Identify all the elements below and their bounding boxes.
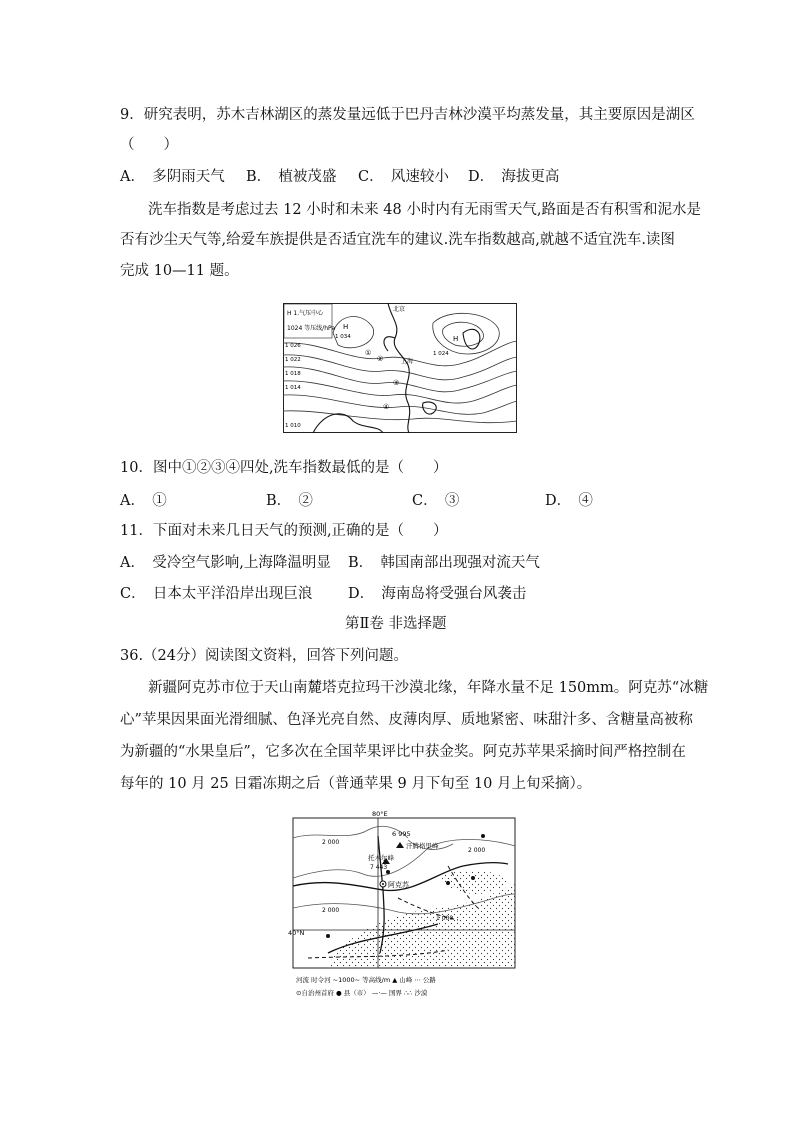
q9-option-c: C． 风速较小	[358, 169, 449, 185]
label-1014: 1 014	[285, 385, 301, 391]
q11-option-c: C． 日本太平洋沿岸出现巨浪	[120, 586, 313, 602]
q9-answer-paren: （ ）	[120, 137, 178, 153]
q10-option-d: D． ④	[545, 493, 593, 509]
label-shanghai: 上海	[401, 358, 414, 365]
q36-paragraph-line-3: 为新疆的“水果皇后”，它多次在全国苹果评比中获金奖。阿克苏苹果采摘时间严格控制在	[120, 744, 686, 760]
label-1018: 1 018	[285, 371, 301, 377]
q10-option-b: B． ②	[266, 493, 313, 509]
latitude-label: 40°N	[288, 929, 305, 937]
q10-option-c: C． ③	[412, 493, 460, 509]
label-1022: 1 022	[285, 357, 301, 363]
peak-elevation: 6 995	[392, 830, 411, 838]
q9-option-b: B． 植被茂盛	[246, 169, 337, 185]
q10-option-a: A． ①	[120, 493, 167, 509]
aksu-map	[288, 808, 520, 1000]
section-title: 第Ⅱ卷 非选择题	[345, 616, 447, 632]
q36-paragraph-line-4: 每年的 10 月 25 日霜冻期之后（普通苹果 9 月下旬至 10 月上旬采摘）。	[120, 776, 592, 792]
q36-paragraph-line-2: 心”苹果因果面光滑细腻、色泽光亮自然、皮薄肉厚、质地紧密、味甜汁多、含糖量高被称	[120, 712, 693, 728]
q36-stem: 36.（24分）阅读图文资料，回答下列问题。	[120, 648, 409, 664]
peak-name: 汗腾格里峰	[406, 842, 439, 850]
peak2-name: 托木尔峰	[368, 854, 394, 862]
q36-paragraph-line-1: 新疆阿克苏市位于天山南麓塔克拉玛干沙漠北缘，年降水量不足 150mm。阿克苏“冰糖	[148, 680, 709, 696]
marker-2: ②	[377, 355, 384, 363]
q9-option-d: D． 海拔更高	[468, 169, 560, 185]
contour-label-3: 2 000	[322, 907, 340, 914]
label-1034: 1 034	[335, 334, 351, 340]
isobar-map	[283, 303, 517, 433]
peak2-elevation: 7 443	[370, 864, 388, 871]
label-1026: 1 026	[285, 343, 301, 349]
marker-1: ①	[365, 349, 372, 357]
contour-label-4: 1 000	[436, 915, 454, 922]
marker-4: ④	[383, 403, 390, 411]
q11-option-d: D． 海南岛将受强台风袭击	[348, 586, 527, 602]
q11-stem: 11．下面对未来几日天气的预测,正确的是（ ）	[120, 523, 448, 539]
q9-option-a: A． 多阴雨天气	[120, 169, 225, 185]
q11-option-b: B． 韩国南部出现强对流天气	[348, 555, 540, 571]
q9-stem: 9．研究表明，苏木吉林湖区的蒸发量远低于巴丹吉林沙漠平均蒸发量，其主要原因是湖区	[120, 107, 695, 123]
intro-line-1: 洗车指数是考虑过去 12 小时和未来 48 小时内有无雨雪天气,路面是否有积雪和泥水是	[148, 202, 701, 218]
label-h-east: H	[453, 335, 459, 343]
intro-line-2: 否有沙尘天气等,给爱车族提供是否适宜洗车的建议.洗车指数越高,就越不适宜洗车.读图	[120, 232, 675, 248]
map-legend-line-1: 河流 时令河 ~1000~ 等高线/m ▲ 山峰 ⋯ 公路	[296, 976, 436, 984]
city-aksu: 阿克苏	[388, 881, 409, 889]
legend-pressure-center: H 1.气压中心	[287, 310, 324, 317]
marker-3: ③	[393, 379, 400, 387]
contour-label-1: 2 000	[322, 839, 340, 846]
label-1024: 1 024	[433, 351, 449, 357]
intro-line-3: 完成 10—11 题。	[120, 263, 239, 279]
contour-label-2: 2 000	[468, 847, 486, 854]
label-h-west: H	[343, 323, 349, 331]
map-legend-line-2: ⊙自治州首府 ● 县（市） —·— 国界 ∴∴ 沙漠	[296, 989, 428, 997]
label-1010: 1 010	[285, 423, 301, 429]
q11-option-a: A． 受冷空气影响,上海降温明显	[120, 555, 331, 571]
longitude-label: 80°E	[372, 810, 388, 818]
legend-isobar: 1024 等压线/hPa	[287, 325, 336, 332]
q10-stem: 10．图中①②③④四处,洗车指数最低的是（ ）	[120, 460, 448, 476]
label-beijing: 北京	[393, 306, 406, 313]
